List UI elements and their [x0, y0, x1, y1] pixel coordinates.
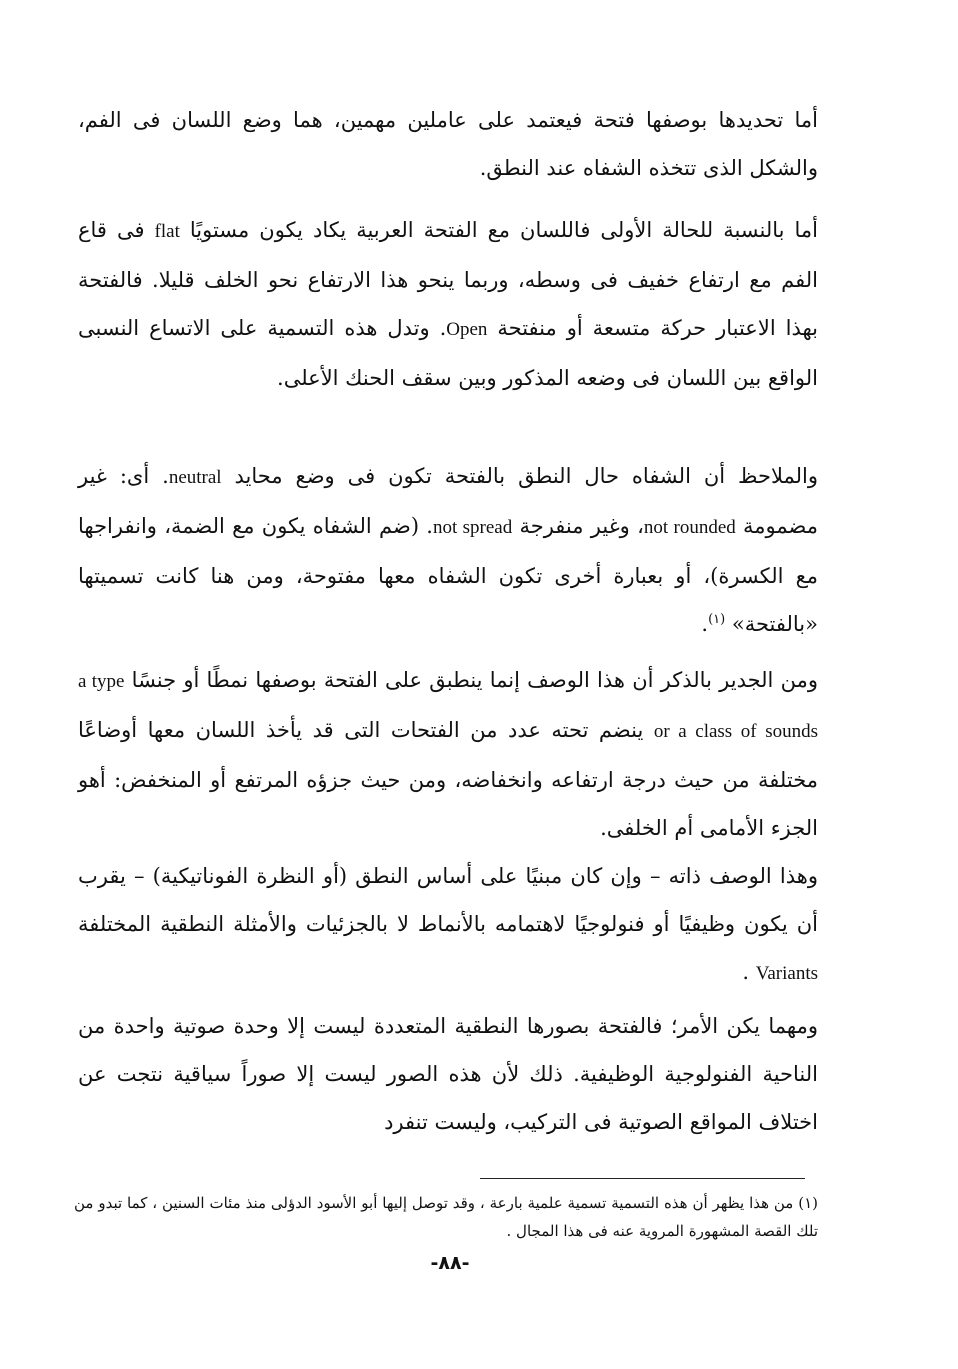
page-number: -٨٨- — [430, 1252, 470, 1274]
arabic-text: فى قاع الفم مع ارتفاع خفيف فى وسطه، وربما ينحو هذا الارتفاع نحو الخلف قليلا. فالفتحة بهذا الاعتبار حركة متسعة أو منفتحة — [78, 218, 818, 340]
latin-term: a type or a class of sounds — [78, 671, 819, 742]
paragraph-5 — [78, 852, 818, 998]
paragraph-text: أما تحديدها بوصفها فتحة فيعتمد على عاملين مهمين، هما وضع اللسان فى الفم، والشكل الذى تتخذه الشفاه عند النطق. — [78, 108, 818, 180]
footnote: (١) من هذا يظهر أن هذه التسمية تسمية علمية بارعة ، وقد توصل إليها أبو الأسود الدؤلى منذ مئات السنين ، كما تبدو من تلك القصة المشهورة المروية عنه فى هذا المجال . — [74, 1194, 818, 1240]
arabic-text: ومن الجدير بالذكر أن هذا الوصف إنما ينطبق على الفتحة بوصفها نمطًا أو جنسًا — [124, 668, 818, 692]
arabic-text: ينضم تحته عدد من الفتحات التى قد يأخذ اللسان معها أوضاعًا مختلفة من حيث درجة ارتفاعه وانخفاضه، ومن حيث جزؤه المرتفع أو المنخفض: أهو الجزء الأمامى أم الخلفى. — [78, 718, 818, 840]
footnote-divider — [480, 1178, 805, 1179]
paragraph-6 — [78, 1002, 818, 1146]
paragraph-2 — [78, 206, 818, 402]
arabic-text: ومهما يكن الأمر؛ فالفتحة بصورها النطقية المتعددة ليست إلا وحدة صوتية واحدة من الناحية الفنولوجية الوظيفية. ذلك لأن هذه الصور ليست إلا صوراً سياقية نتجت عن اختلاف المواقع الصوتية فى التركيب، وليست تنفرد — [78, 1014, 818, 1134]
latin-term: Variants — [755, 963, 818, 984]
arabic-text: . وتدل هذه التسمية على الاتساع النسبى الواقع بين اللسان فى وضعه المذكور وبين سقف الحنك الأعلى. — [78, 316, 818, 390]
paragraph-text — [78, 656, 818, 852]
arabic-text: أما بالنسبة للحالة الأولى فاللسان مع الفتحة العربية يكاد يكون مستويًا — [179, 218, 818, 242]
arabic-text: . — [701, 612, 709, 636]
arabic-text: وهذا الوصف ذاته – وإن كان مبنيًا على أساس النطق (أو النظرة الفوناتيكية) – يقرب أن يكون وظيفيًا أو فنولوجيًا لاهتمامه بالأنماط لا بالجزئيات والأمثلة النطقية المختلفة — [78, 864, 818, 936]
paragraph-1 — [78, 96, 818, 192]
arabic-text: ، وغير منفرجة — [512, 514, 644, 538]
paragraph-4 — [78, 656, 818, 852]
arabic-text: . — [742, 960, 756, 984]
paragraph-text — [78, 452, 818, 648]
latin-term: neutral — [168, 467, 222, 488]
latin-term: flat — [154, 221, 180, 242]
paragraph-text — [78, 1002, 818, 1146]
latin-term: Open — [446, 319, 488, 340]
footnote-reference: (١) — [708, 612, 726, 627]
paragraph-3 — [78, 452, 818, 648]
paragraph-text — [78, 852, 818, 998]
arabic-text: . أى: غير مضمومة — [78, 464, 818, 538]
latin-term: not spread — [432, 517, 513, 538]
latin-term: not rounded — [643, 517, 736, 538]
arabic-text: والملاحظ أن الشفاه حال النطق بالفتحة تكون فى وضع محايد — [221, 464, 818, 488]
arabic-text: . (ضم الشفاه يكون مع الضمة، وانفراجها مع الكسرة)، أو بعبارة أخرى تكون الشفاه معها مفتوحة، ومن هنا كانت تسميتها «بالفتحة» — [78, 514, 818, 636]
paragraph-text — [78, 206, 818, 402]
